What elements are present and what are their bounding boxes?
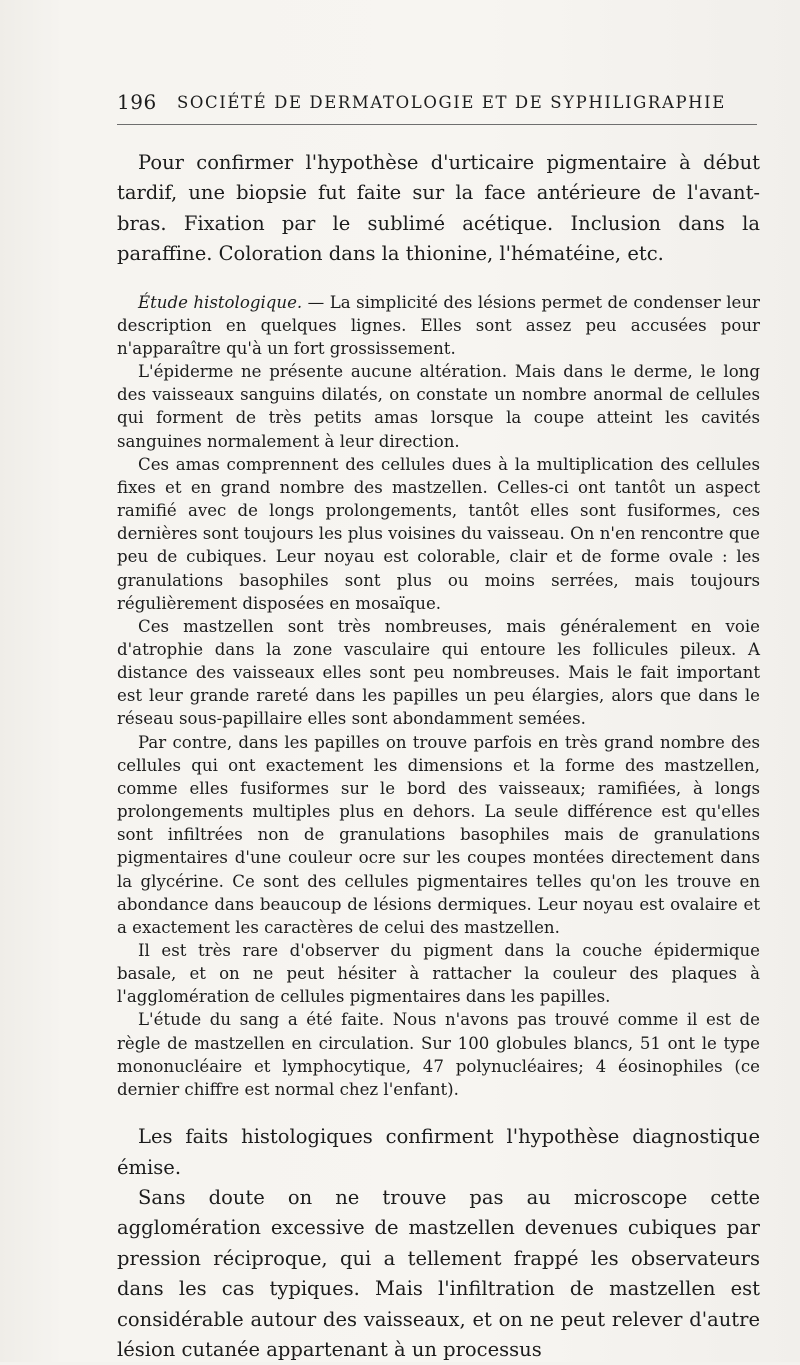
running-head: SOCIÉTÉ DE DERMATOLOGIE ET DE SYPHILIGRAPHIE: [177, 93, 726, 112]
histology-block: [117, 291, 760, 1101]
intro-block: [117, 148, 760, 270]
paragraph-sang: L'étude du sang a été faite. Nous n'avons pas trouvé comme il est de règle de mastzellen en circulation. Sur 100 globules blancs, 51 ont le type mononucléaire et lymphocytique, 47 polynucléaires; 4 éosinophiles (ce dernier chiffre est normal chez l'enfant).: [117, 1010, 760, 1099]
page-header: [117, 90, 757, 125]
paragraph-conclusion: Les faits histologiques confirment l'hypothèse diagnostique émise.: [117, 1125, 760, 1179]
paragraph-pigment: Il est très rare d'observer du pigment dans la couche épidermique basale, et on ne peut hésiter à rattacher la couleur des plaques à l'agglomération de cellules pigmentaires dans les papilles.: [117, 941, 760, 1007]
paragraph-epiderme: L'épiderme ne présente aucune altération. Mais dans le derme, le long des vaisseaux sanguins dilatés, on constate un nombre anormal de cellules qui forment de très petits amas lorsque la coupe atteint les cavités sanguines normalement à leur direction.: [117, 362, 760, 451]
paragraph-papilles: Par contre, dans les papilles on trouve parfois en très grand nombre des cellules qui ont exactement les dimensions et la forme des mastzellen, comme elles fusiformes sur le bord des vaisseaux; ramifiées, à longs prolongements multiples plus en dehors. La seule différence est qu'elles sont infiltrées non de granulations basophiles mais de granulations pigmentaires d'une couleur ocre sur les coupes montées directement dans la glycérine. Ce sont des cellules pigmentaires telles qu'on les trouve en abondance dans beaucoup de lésions dermiques. Leur noyau est ovalaire et a exactement les caractères de celui des mastzellen.: [117, 732, 760, 937]
paragraph-amas: Ces amas comprennent des cellules dues à la multiplication des cellules fixes et en grand nombre des mastzellen. Celles-ci ont tantôt un aspect ramifié avec de longs prolongements, tantôt elles sont fusiformes, ces dernières sont toujours les plus voisines du vaisseau. On n'en rencontre que peu de cubiques. Leur noyau est colorable, clair et de forme ovale : les granulations basophiles sont plus ou moins serrées, mais toujours régulièrement disposées en mosaïque.: [117, 454, 760, 613]
paragraph-mastzellen: Ces mastzellen sont très nombreuses, mais généralement en voie d'atrophie dans la zone vasculaire qui entoure les follicules pileux. A distance des vaisseaux elles sont peu nombreuses. Mais le fait important est leur grande rareté dans les papilles un peu élargies, alors que dans le réseau sous-papillaire elles sont abondamment semées.: [117, 616, 760, 729]
paragraph-histology-intro-text: — La simplicité des lésions permet de condenser leur description en quelques lignes. Elles sont assez peu accusées pour n'apparaître qu'à un fort grossissement.: [117, 292, 760, 358]
paragraph-histology-intro: [117, 291, 760, 360]
conclusion-block: [117, 1122, 760, 1365]
page-number: 196: [117, 90, 157, 114]
paragraph-discussion: Sans doute on ne trouve pas au microscope cette agglomération excessive de mastzellen devenues cubiques par pression réciproque, qui a tellement frappé les observateurs dans les cas typiques. Mais l'infiltration de mastzellen est considérable autour des vaisseaux, et on ne peut relever d'autre lésion cutanée appartenant à un processus: [117, 1185, 760, 1361]
body-text: [117, 148, 760, 1365]
section-title: Étude histologique.: [138, 292, 303, 312]
paragraph-biopsy: Pour confirmer l'hypothèse d'urticaire pigmentaire à début tardif, une biopsie fut faite sur la face antérieure de l'avant-bras. Fixation par le sublimé acétique. Inclusion dans la paraffine. Coloration dans la thionine, l'hématéine, etc.: [117, 151, 760, 266]
